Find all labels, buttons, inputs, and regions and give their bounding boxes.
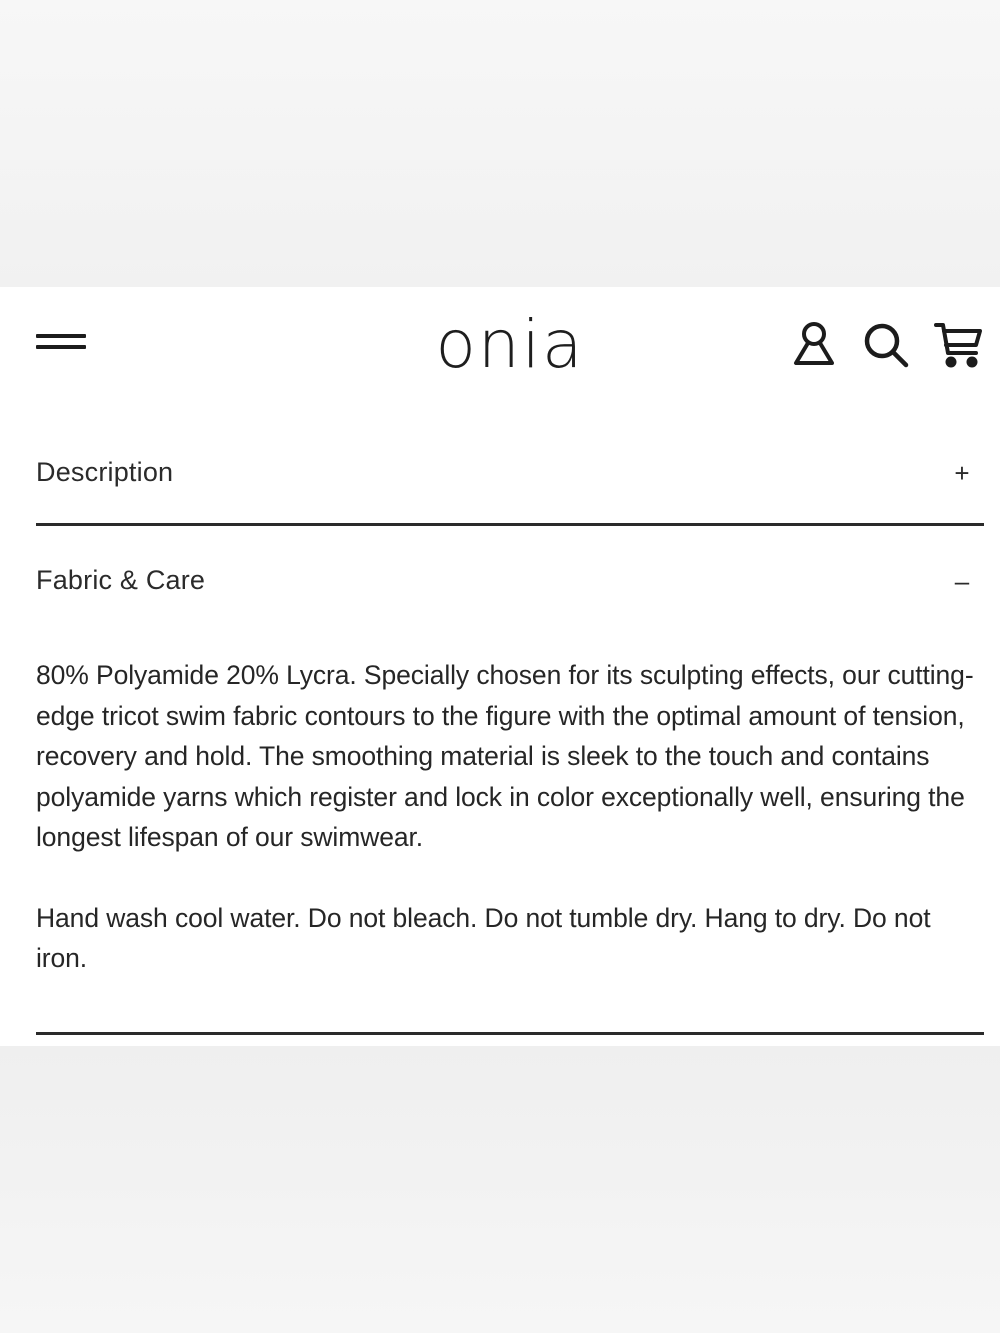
expand-plus-icon[interactable]: + xyxy=(954,458,970,488)
product-details-screen xyxy=(0,287,1000,1046)
care-instructions-text: Hand wash cool water. Do not bleach. Do not tumble dry. Hang to dry. Do not iron. xyxy=(36,902,931,973)
hamburger-menu-icon[interactable] xyxy=(36,331,86,355)
section-divider xyxy=(36,1032,984,1035)
accordion-title-description: Description xyxy=(36,457,174,487)
user-icon[interactable] xyxy=(788,319,840,371)
section-divider xyxy=(36,523,984,526)
accordion-description[interactable] xyxy=(36,445,984,505)
collapse-minus-icon[interactable]: – xyxy=(954,566,970,596)
fabric-composition-text: 80% Polyamide 20% Lycra. Specially chosen for its sculpting effects, our cutting-edge tricot swim fabric contours to the figure with the optimal amount of tension, recovery and hold. The smoothing material is sleek to the touch and contains polyamide yarns which register and lock in color exceptionally well, ensuring the longest lifespan of our swimwear. xyxy=(36,660,974,852)
search-icon[interactable] xyxy=(860,319,912,371)
blurred-background-bottom xyxy=(0,1046,1000,1333)
brand-logo[interactable]: onia xyxy=(435,306,585,383)
menu-line xyxy=(36,345,86,349)
fabric-care-content xyxy=(36,655,976,979)
cart-icon[interactable] xyxy=(932,319,984,371)
site-header xyxy=(0,287,1000,407)
accordion-fabric-care[interactable] xyxy=(36,553,984,613)
menu-line xyxy=(36,334,86,338)
accordion-title-fabric-care: Fabric & Care xyxy=(36,565,206,595)
blurred-background-top xyxy=(0,0,1000,287)
